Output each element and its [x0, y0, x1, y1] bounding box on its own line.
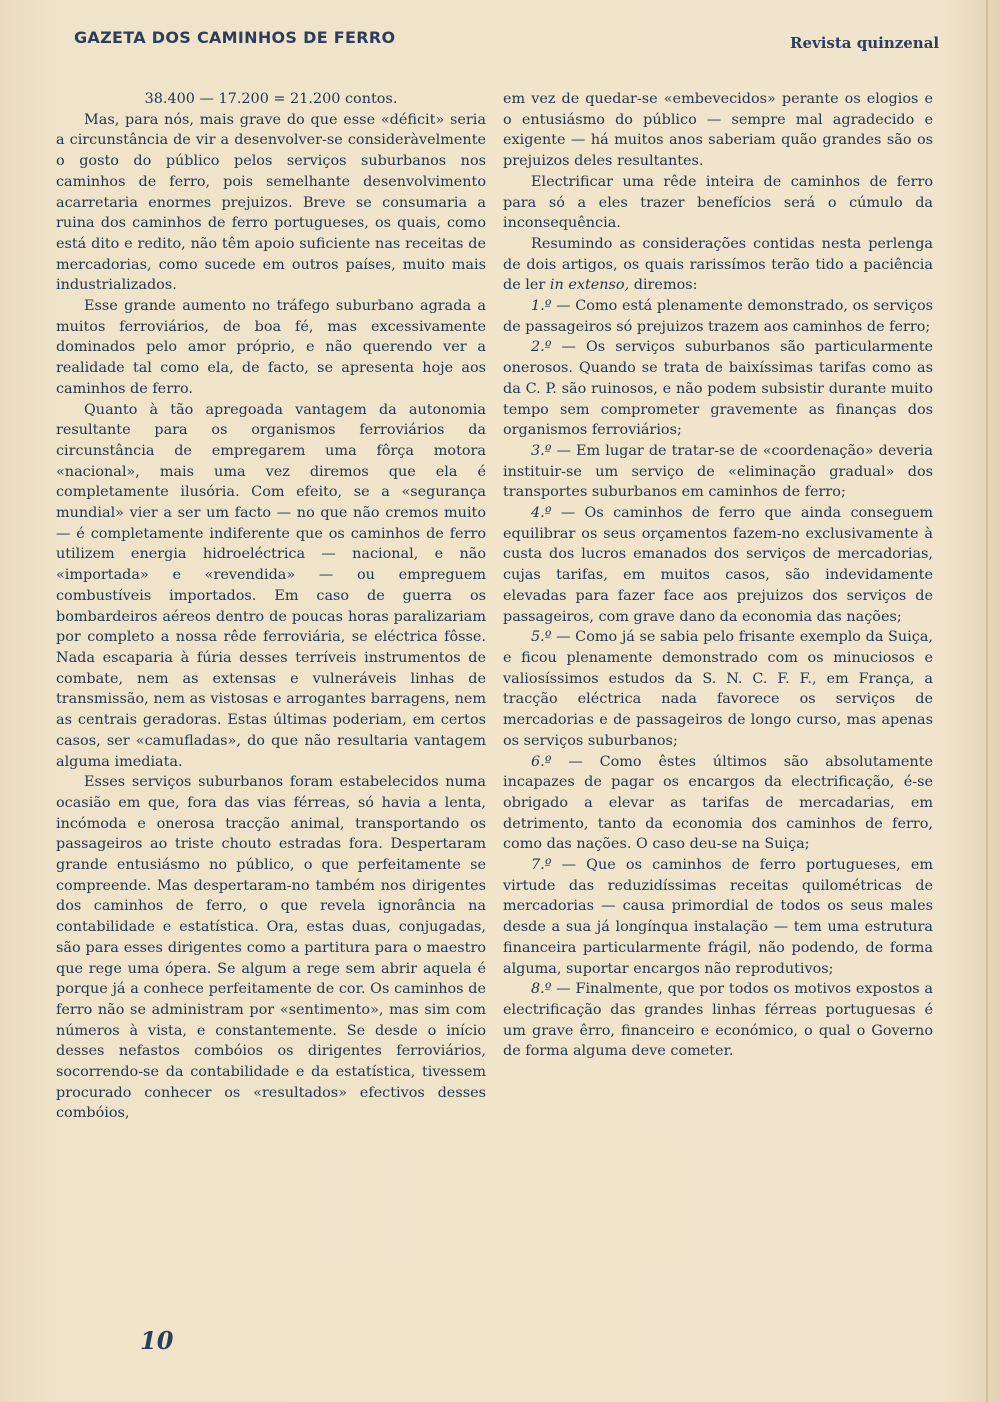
running-head-subtitle: Revista quinzenal — [790, 34, 940, 52]
conclusion-text: — Os caminhos de ferro que ainda conseguem equilibrar os seus orçamentos fazem-no exclusivamente à custa dos lucros emanados dos serviços de mercadorias, cujas tarifas, em muitos casos, são indevidamente elevadas para fazer face aos prejuizos dos serviços de passageiros, com grave dano da economia das nações; — [503, 505, 933, 625]
paragraph: Electrificar uma rêde inteira de caminhos de ferro para só a eles trazer benefícios será o cúmulo da inconsequência. — [503, 173, 933, 232]
conclusions-list — [503, 296, 933, 1062]
formula-line: 38.400 — 17.200 = 21.200 contos. — [144, 91, 398, 107]
conclusion-item — [503, 752, 933, 856]
paragraph: Esse grande aumento no tráfego suburbano agrada a muitos ferroviários, de boa fé, mas excessivamente dominados pelo amor próprio, e não querendo ver a realidade tal como ela, de facto, se apresenta hoje aos caminhos de ferro. — [56, 298, 486, 397]
text-column-right — [503, 89, 933, 1062]
conclusion-text: — Como está plenamente demonstrado, os serviços de passageiros só prejuizos trazem aos caminhos de ferro; — [503, 298, 933, 335]
conclusion-item — [503, 855, 933, 979]
conclusion-number: 2.º — [531, 339, 552, 356]
text-column-left — [56, 89, 486, 1124]
conclusion-text: — Como êstes últimos são absolutamente incapazes de pagar os encargos da electrificação, é-se obrigado a elevar as tarifas de mercadarias, em detrimento, tanto da economia dos caminhos de ferro, como das nações. O caso deu-se na Suiça; — [503, 753, 933, 853]
conclusion-text: — Finalmente, que por todos os motivos expostos a electrificação das grandes linhas férreas portuguesas é um grave êrro, financeiro e económico, o qual o Governo de forma alguma deve cometer. — [503, 981, 933, 1060]
conclusion-item — [503, 979, 933, 1062]
paragraph: Esses serviços suburbanos foram estabelecidos numa ocasião em que, fora das vias férreas, só havia a lenta, incómoda e onerosa tracção animal, transportando os passageiros ao triste chouto estradas fora. Despertaram grande entusiásmo no público, o que perfeitamente se compreende. Mas despertaram-no também nos dirigentes dos caminhos de ferro, o que revela ignorância na contabilidade e estatística. Ora, estas duas, conjugadas, são para esses dirigentes como a partitura para o maestro que rege uma ópera. Se algum a rege sem abrir aquela é porque já a conhece perfeitamente de cor. Os caminhos de ferro não se administram por «sentimento», mas sim com números à vista, e constantemente. Se desde o início desses nefastos combóios os dirigentes ferroviários, socorrendo-se da contabilidade e da estatística, tivessem procurado conhecer os «resultados» efectivos desses combóios, — [56, 774, 486, 1122]
paragraph: em vez de quedar-se «embevecidos» perante os elogios e o entusiásmo do público — sempre mal agradecido e exigente — há muitos anos saberiam quão grandes são os prejuizos deles resultantes. — [503, 91, 933, 170]
conclusion-number: 3.º — [531, 442, 552, 459]
paragraph: Mas, para nós, mais grave do que esse «déficit» seria a circunstância de vir a desenvolver-se consideràvelmente o gosto do público pelos serviços suburbanos nos caminhos de ferro, pois semelhante desenvolvimento acarretaria enormes prejuizos. Breve se consumaria a ruina dos caminhos de ferro portugueses, os quais, como está dito e redito, não têm apoio suficiente nas receitas de mercadorias, como sucede em outros países, muito mais industrializados. — [56, 111, 486, 294]
conclusion-item — [503, 441, 933, 503]
conclusion-item — [503, 296, 933, 337]
paragraph-summary-intro — [503, 234, 933, 296]
conclusion-item — [503, 337, 933, 441]
conclusion-number: 8.º — [531, 981, 552, 998]
page-number: 10 — [140, 1326, 174, 1355]
conclusion-text: — Como já se sabia pelo frisante exemplo da Suiça, e ficou plenamente demonstrado com os minuciosos e valiosíssimos estudos da S. N. C. F. F., em França, a tracção eléctrica nada favorece os serviços de mercadorias e de passageiros de longo curso, mas apenas os serviços suburbanos; — [503, 629, 933, 749]
conclusion-number: 5.º — [531, 629, 552, 646]
conclusion-text: — Em lugar de tratar-se de «coordenação» deveria instituir-se um serviço de «eliminação gradual» dos transportes suburbanos em caminhos de ferro; — [503, 442, 933, 501]
summary-intro-italic: in extenso, — [549, 277, 630, 294]
conclusion-number: 1.º — [531, 298, 552, 315]
summary-intro-end: diremos: — [629, 277, 698, 294]
conclusion-number: 4.º — [531, 505, 552, 522]
conclusion-number: 6.º — [531, 753, 552, 770]
conclusion-text: — Os serviços suburbanos são particularmente onerosos. Quando se trata de baixíssimas tarifas como as da C. P. são ruinosos, e não podem subsistir durante muito tempo sem comprometer gravemente as finanças dos organismos ferroviários; — [503, 339, 933, 439]
page-edge-rule — [986, 0, 988, 1402]
summary-intro-text: Resumindo as considerações contidas nesta perlenga de dois artigos, os quais rarissímos terão tido a paciência de ler — [503, 235, 933, 294]
conclusion-item — [503, 627, 933, 751]
conclusion-text: — Que os caminhos de ferro portugueses, em virtude das reduzidíssimas receitas quilométricas de mercadorias — causa primordial de todos os seus males desde a sua já longínqua instalação — tem uma estrutura financeira particularmente frágil, não podendo, de forma alguma, suportar encargos não reprodutivos; — [503, 857, 933, 977]
conclusion-item — [503, 503, 933, 627]
paragraph: Quanto à tão apregoada vantagem da autonomia resultante para os organismos ferroviários da circunstância de empregarem uma fôrça motora «nacional», mais uma vez diremos que ela é completamente ilusória. Com efeito, se a «segurança mundial» vier a ser um facto — no que não cremos muito — é completamente indiferente que os caminhos de ferro utilizem energia hidroeléctrica — nacional, e não «importada» e «revendida» — ou empreguem combustíveis importados. Em caso de guerra os bombardeiros aéreos dentro de poucas horas paralizariam por completo a nossa rêde ferroviária, se eléctrica fôsse. Nada escaparia à fúria desses terríveis instrumentos de combate, nem as extensas e vulneráveis linhas de transmissão, nem as vistosas e arrogantes barragens, nem as centrais geradoras. Estas últimas poderiam, em certos casos, ser «camufladas», do que não resultaria vantagem alguma imediata. — [56, 401, 486, 770]
conclusion-number: 7.º — [531, 857, 552, 874]
running-head-title: GAZETA DOS CAMINHOS DE FERRO — [74, 28, 396, 47]
